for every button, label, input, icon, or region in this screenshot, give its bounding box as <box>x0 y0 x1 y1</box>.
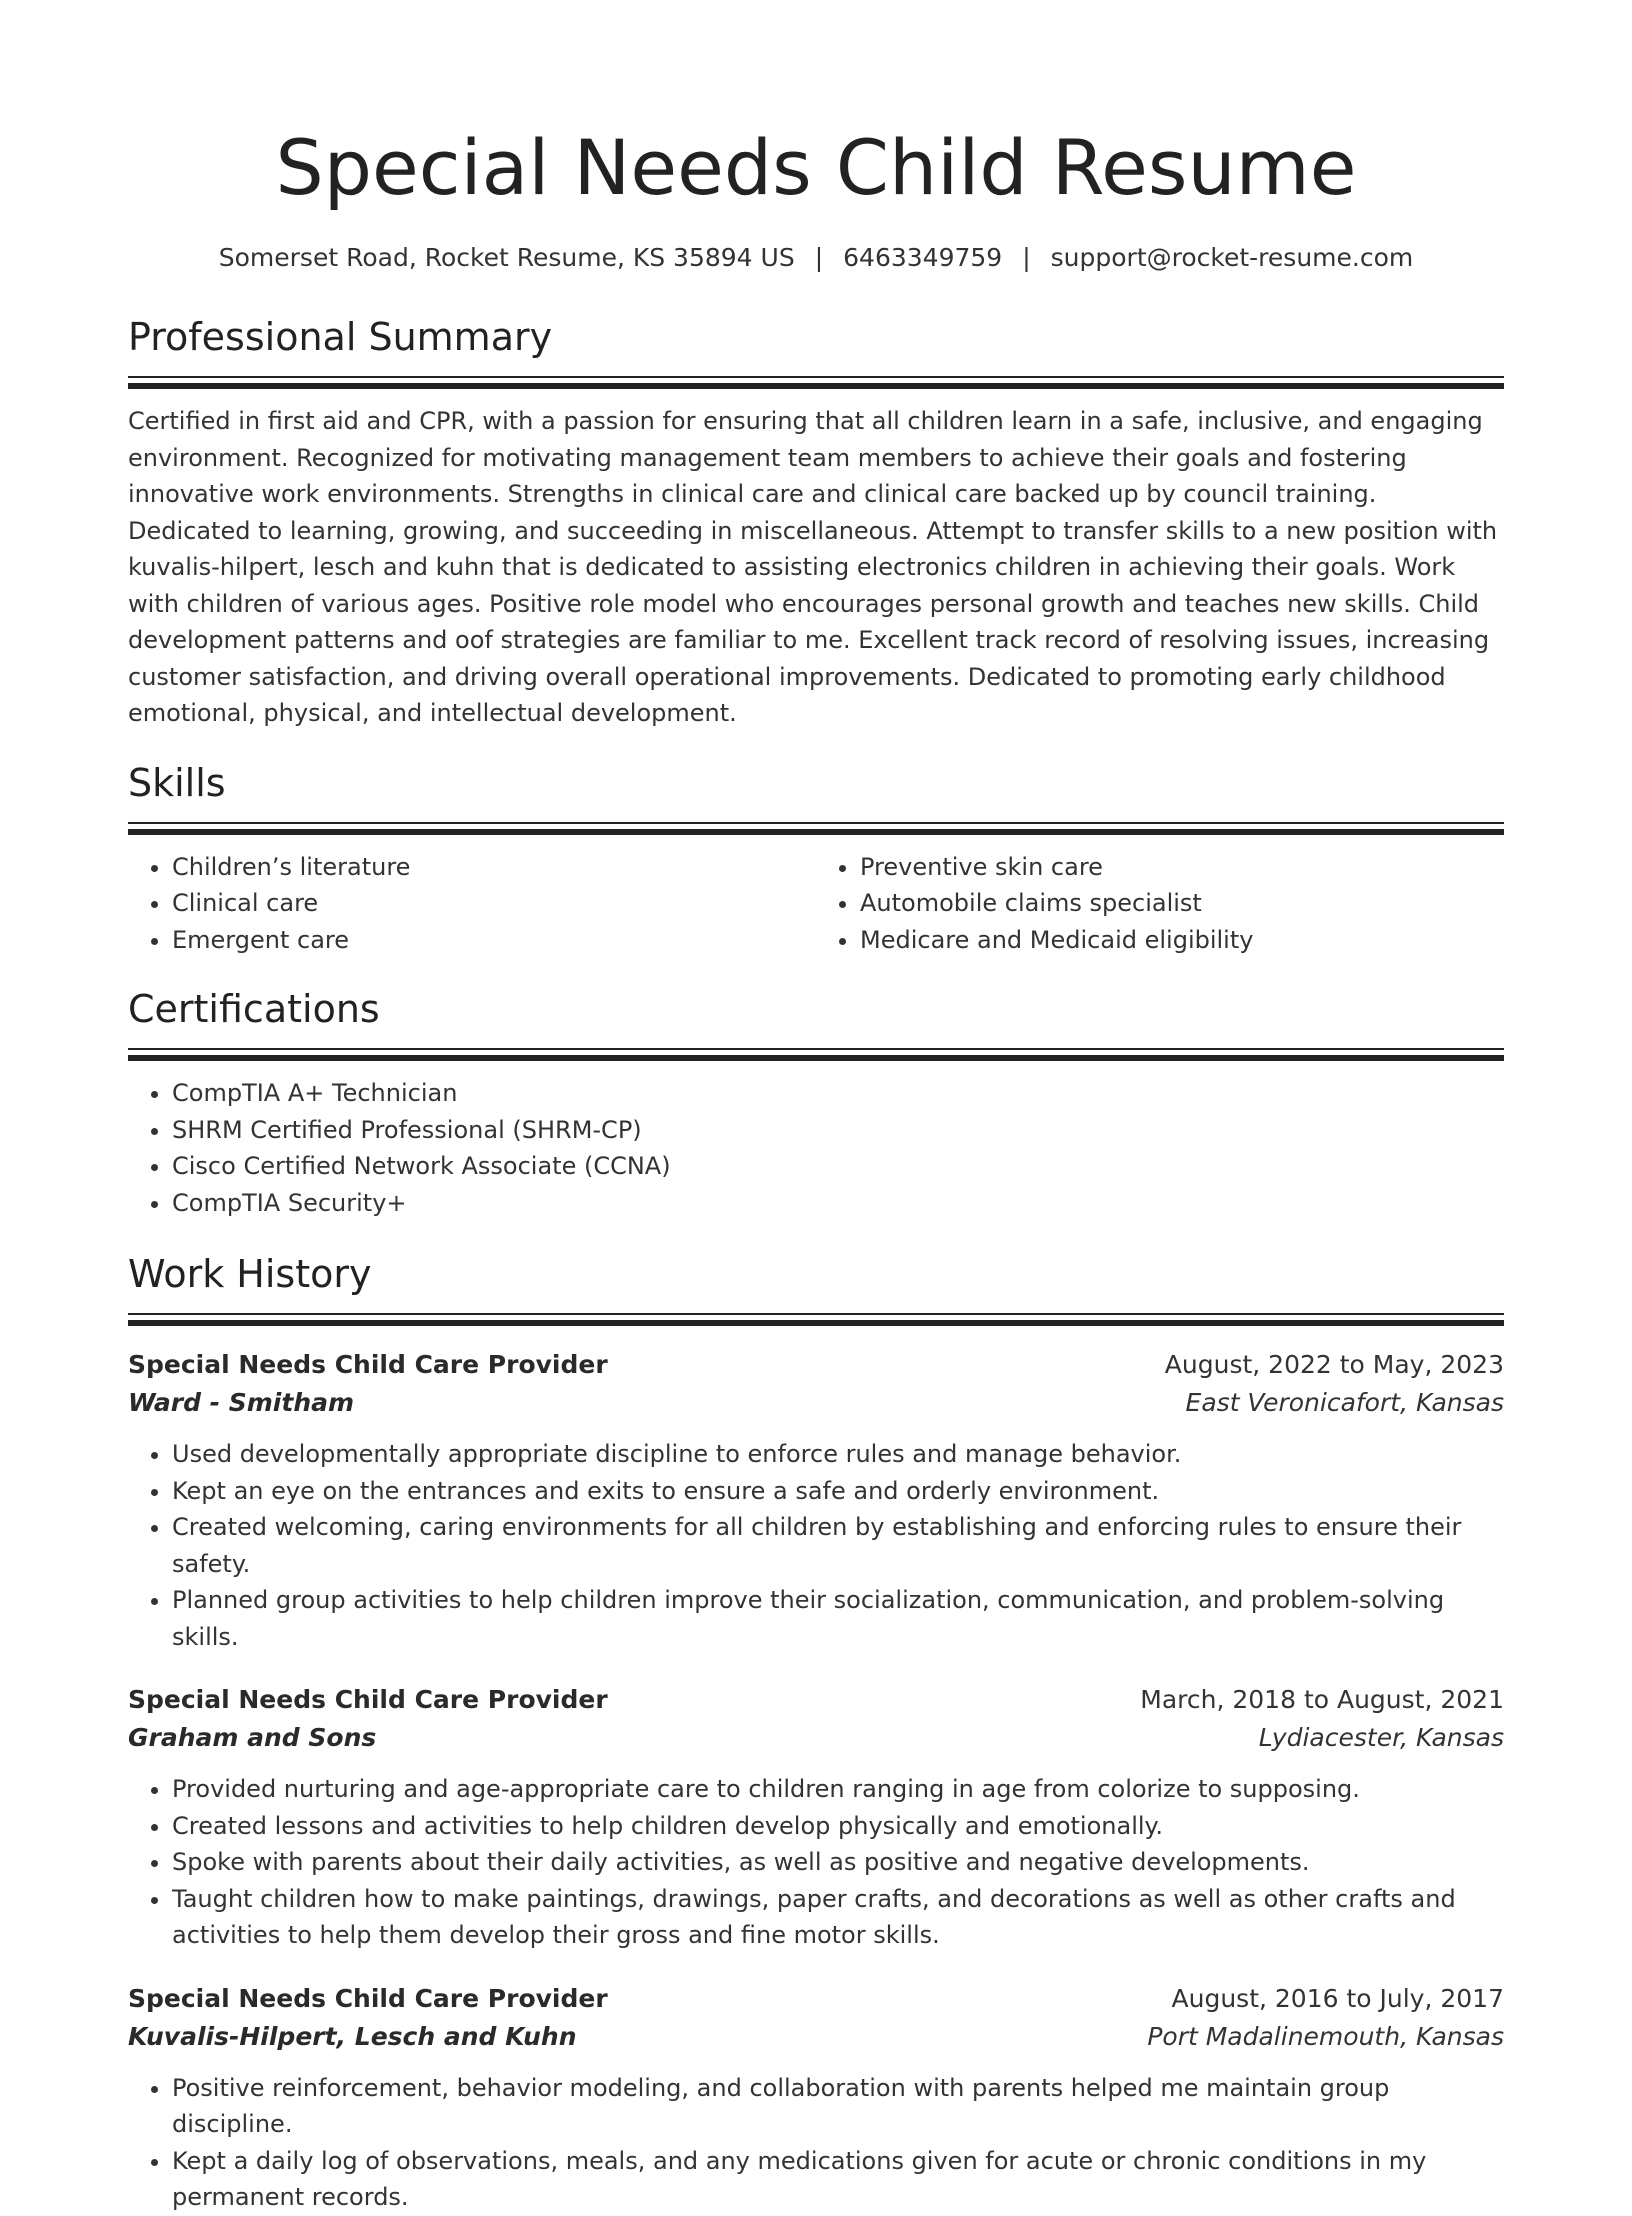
section-title-certifications: Certifications <box>128 987 380 1031</box>
skill-item: • Emergent care <box>172 922 816 959</box>
job-bullet: • Provided nurturing and age-appropriate care to children ranging in age from colorize to supposing. <box>172 1771 1504 1808</box>
job-dates: August, 2016 to July, 2017 <box>1171 1983 1504 2013</box>
contact-separator: | <box>814 243 824 272</box>
contact-line <box>128 242 1504 274</box>
job-bullet: • Kept an eye on the entrances and exits to ensure a safe and orderly environment. <box>172 1473 1504 1510</box>
skills-left-list <box>128 849 816 959</box>
job-bullets <box>128 1436 1504 1655</box>
section-divider <box>128 376 1504 389</box>
certifications-list <box>128 1075 1504 1221</box>
section-divider <box>128 822 1504 835</box>
contact-address: Somerset Road, Rocket Resume, KS 35894 US <box>218 243 795 272</box>
job-bullet: • Planned group activities to help children improve their socialization, communication, and problem-solving skills. <box>172 1582 1504 1655</box>
skill-item: • Automobile claims specialist <box>860 885 1504 922</box>
job-location: Port Madalinemouth, Kansas <box>1147 2021 1504 2051</box>
job-bullet: • Taught children how to make paintings, drawings, paper crafts, and decorations as well as other crafts and activities to help them develop their gross and fine motor skills. <box>172 1881 1504 1954</box>
skills-columns <box>128 849 1504 959</box>
skills-section <box>128 760 1504 959</box>
contact-email: support@rocket-resume.com <box>1050 243 1414 272</box>
job-title: Special Needs Child Care Provider <box>128 1685 608 1714</box>
job-bullet: • Created lessons and activities to help children develop physically and emotionally. <box>172 1808 1504 1845</box>
job-location: East Veronicafort, Kansas <box>1185 1388 1504 1417</box>
resume-title: Special Needs Child Resume <box>275 123 1357 212</box>
job-bullet: • Created welcoming, caring environments for all children by establishing and enforcing rules to ensure their safety. <box>172 1509 1504 1582</box>
skill-item: • Medicare and Medicaid eligibility <box>860 922 1504 959</box>
skills-right-list <box>816 849 1504 959</box>
job-dates: August, 2022 to May, 2023 <box>1164 1350 1504 1379</box>
job-company: Ward - Smitham <box>128 1388 355 1417</box>
job-company: Graham and Sons <box>128 1723 377 1752</box>
contact-separator: | <box>1022 243 1031 272</box>
contact-phone: 6463349759 <box>843 243 1003 272</box>
job-company: Kuvalis-Hilpert, Lesch and Kuhn <box>128 2021 577 2051</box>
job-bullet: • Kept a daily log of observations, meals, and any medications given for acute or chronic conditions in my permanent records. <box>172 2143 1504 2216</box>
summary-section <box>128 314 1504 732</box>
section-title-skills: Skills <box>128 760 226 805</box>
summary-text: Certified in first aid and CPR, with a passion for ensuring that all children learn in a safe, inclusive, and engaging environment. Recognized for motivating management team members to achieve their goals and fostering innovative work environments. Strengths in clinical care and clinical care backed up by council training. Dedicated to learning, growing, and succeeding in miscellaneous. Attempt to transfer skills to a new position with kuvalis-hilpert, lesch and kuhn that is dedicated to assisting electronics children in achieving their goals. Work with children of various ages. Positive role model who encourages personal growth and teaches new skills. Child development patterns and oof strategies are familiar to me. Excellent track record of resolving issues, increasing customer satisfaction, and driving overall operational improvements. Dedicated to promoting early childhood emotional, physical, and intellectual development. <box>128 407 1498 727</box>
job-entry <box>128 1681 1504 1954</box>
job-bullets <box>128 1771 1504 1954</box>
job-title: Special Needs Child Care Provider <box>128 1350 608 1379</box>
job-entry <box>128 1346 1504 1655</box>
job-entry <box>128 1980 1504 2216</box>
job-bullet: • Spoke with parents about their daily activities, as well as positive and negative developments. <box>172 1844 1504 1881</box>
job-dates: March, 2018 to August, 2021 <box>1140 1685 1504 1714</box>
certifications-section <box>128 986 1504 1221</box>
job-company-row <box>128 1384 1504 1422</box>
job-header-row <box>128 1980 1504 2018</box>
work-history-section <box>128 1251 1504 2216</box>
job-bullets <box>128 2070 1504 2216</box>
job-header-row <box>128 1346 1504 1384</box>
section-divider <box>128 1313 1504 1326</box>
job-company-row <box>128 2018 1504 2056</box>
skill-item: • Preventive skin care <box>860 849 1504 886</box>
job-bullet: • Used developmentally appropriate discipline to enforce rules and manage behavior. <box>172 1436 1504 1473</box>
skill-item: • Clinical care <box>172 885 816 922</box>
job-location: Lydiacester, Kansas <box>1258 1723 1504 1752</box>
certification-item: • SHRM Certified Professional (SHRM-CP) <box>172 1112 1504 1149</box>
section-divider <box>128 1048 1504 1061</box>
certification-item: • CompTIA Security+ <box>172 1185 1504 1222</box>
job-company-row <box>128 1719 1504 1757</box>
certification-item: • Cisco Certified Network Associate (CCNA) <box>172 1148 1504 1185</box>
section-title-work-history: Work History <box>128 1252 372 1296</box>
job-bullet: • Positive reinforcement, behavior modeling, and collaboration with parents helped me maintain group discipline. <box>172 2070 1504 2143</box>
job-title: Special Needs Child Care Provider <box>128 1983 608 2013</box>
job-header-row <box>128 1681 1504 1719</box>
section-title-summary: Professional Summary <box>128 315 553 359</box>
certification-item: • CompTIA A+ Technician <box>172 1075 1504 1112</box>
skill-item: • Children’s literature <box>172 849 816 886</box>
